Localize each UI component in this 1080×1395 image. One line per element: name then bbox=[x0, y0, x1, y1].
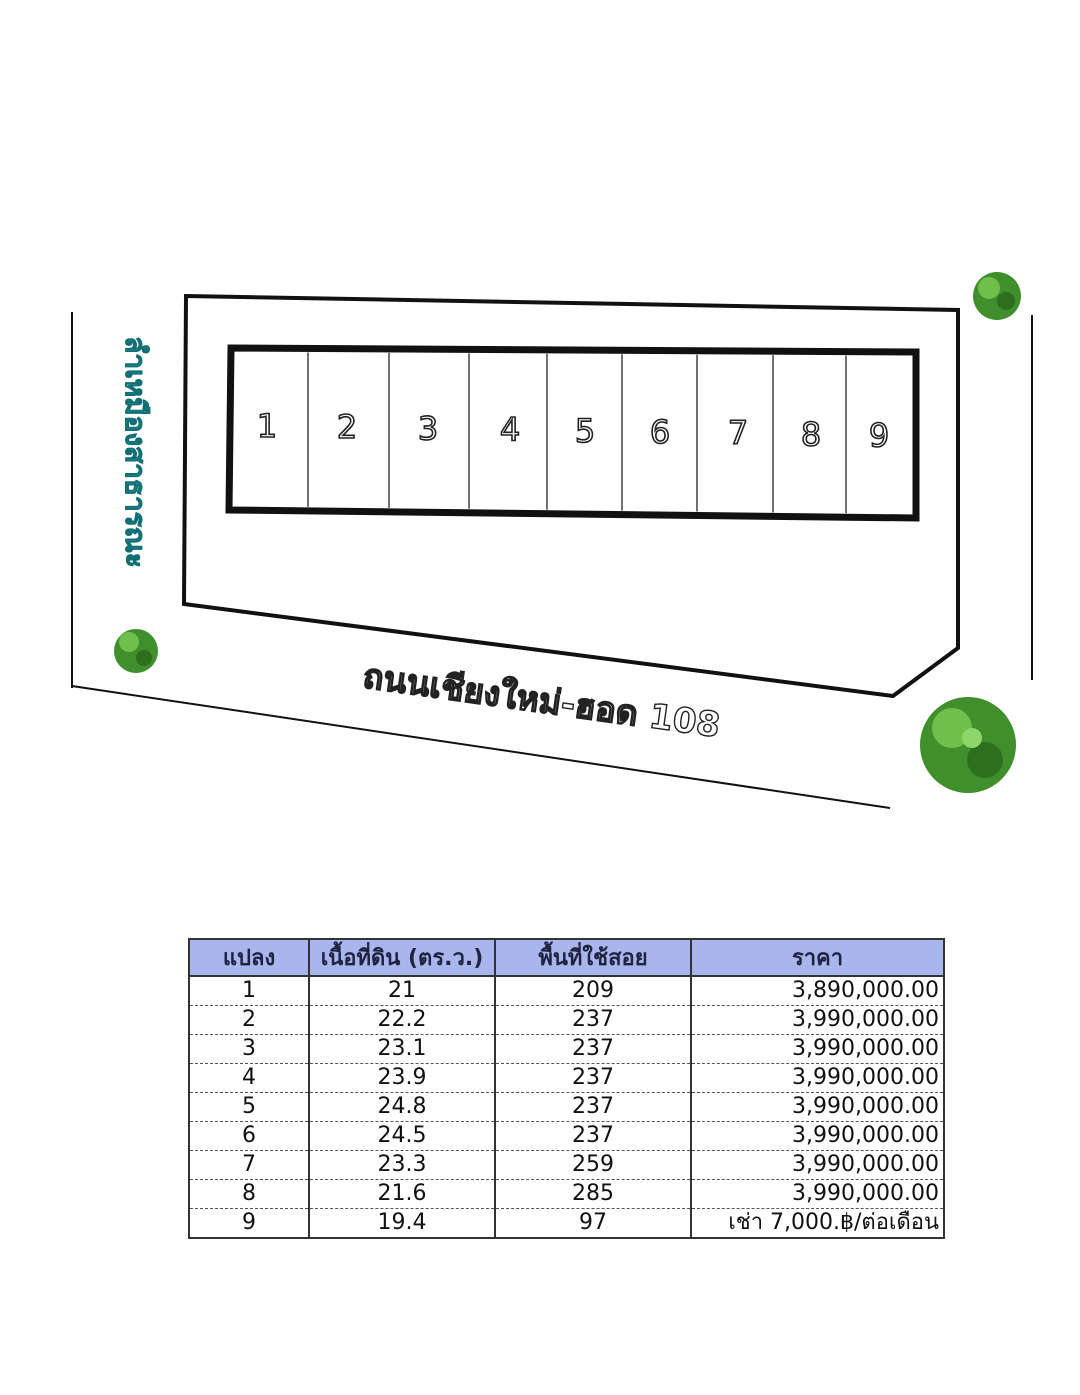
cell-usable-area: 285 bbox=[495, 1180, 691, 1209]
cell-lot: 8 bbox=[189, 1180, 309, 1209]
cell-price: 3,990,000.00 bbox=[691, 1180, 944, 1209]
header-land-area: เนื้อที่ดิน (ตร.ว.) bbox=[309, 939, 495, 976]
cell-usable-area: 237 bbox=[495, 1006, 691, 1035]
cell-price: 3,990,000.00 bbox=[691, 1151, 944, 1180]
table-row bbox=[189, 1064, 944, 1093]
cell-usable-area: 237 bbox=[495, 1093, 691, 1122]
table-row bbox=[189, 1151, 944, 1180]
cell-price: เช่า 7,000.฿/ต่อเดือน bbox=[691, 1209, 944, 1239]
cell-lot: 7 bbox=[189, 1151, 309, 1180]
cell-price: 3,990,000.00 bbox=[691, 1035, 944, 1064]
cell-lot: 1 bbox=[189, 976, 309, 1006]
table-row bbox=[189, 1035, 944, 1064]
unit-number-6: 6 bbox=[649, 413, 671, 451]
table-row bbox=[189, 1209, 944, 1239]
table-row bbox=[189, 1122, 944, 1151]
cell-land-area: 21 bbox=[309, 976, 495, 1006]
shrub-icon bbox=[114, 629, 158, 673]
header-price: ราคา bbox=[691, 939, 944, 976]
cell-land-area: 19.4 bbox=[309, 1209, 495, 1239]
unit-number-9: 9 bbox=[868, 416, 890, 455]
table-row bbox=[189, 1093, 944, 1122]
unit-number-2: 2 bbox=[336, 408, 358, 447]
cell-price: 3,990,000.00 bbox=[691, 1064, 944, 1093]
cell-land-area: 24.8 bbox=[309, 1093, 495, 1122]
unit-number-1: 1 bbox=[256, 407, 278, 445]
cell-land-area: 23.9 bbox=[309, 1064, 495, 1093]
cell-lot: 6 bbox=[189, 1122, 309, 1151]
lot-price-table bbox=[188, 938, 945, 1239]
unit-number-7: 7 bbox=[727, 414, 749, 453]
cell-price: 3,990,000.00 bbox=[691, 1006, 944, 1035]
table-row bbox=[189, 1180, 944, 1209]
cell-land-area: 21.6 bbox=[309, 1180, 495, 1209]
cell-lot: 3 bbox=[189, 1035, 309, 1064]
header-usable-area: พื้นที่ใช้สอย bbox=[495, 939, 691, 976]
cell-land-area: 23.1 bbox=[309, 1035, 495, 1064]
cell-usable-area: 237 bbox=[495, 1122, 691, 1151]
cell-usable-area: 259 bbox=[495, 1151, 691, 1180]
cell-usable-area: 209 bbox=[495, 976, 691, 1006]
header-lot: แปลง bbox=[189, 939, 309, 976]
cell-land-area: 22.2 bbox=[309, 1006, 495, 1035]
cell-land-area: 24.5 bbox=[309, 1122, 495, 1151]
cell-usable-area: 237 bbox=[495, 1064, 691, 1093]
table-header-row bbox=[189, 939, 944, 976]
cell-land-area: 23.3 bbox=[309, 1151, 495, 1180]
cell-lot: 5 bbox=[189, 1093, 309, 1122]
shrub-icon bbox=[973, 272, 1021, 320]
table-row bbox=[189, 976, 944, 1006]
unit-number-3: 3 bbox=[417, 409, 439, 448]
cell-lot: 2 bbox=[189, 1006, 309, 1035]
canal-label: ลำเหมืองสาธารณะ bbox=[119, 336, 152, 568]
table-row bbox=[189, 1006, 944, 1035]
unit-number-5: 5 bbox=[574, 411, 596, 450]
cell-price: 3,990,000.00 bbox=[691, 1122, 944, 1151]
road-label: ถนนเชียงใหม่-ฮอด 108 bbox=[360, 656, 723, 746]
unit-number-8: 8 bbox=[800, 415, 822, 454]
cell-usable-area: 237 bbox=[495, 1035, 691, 1064]
cell-price: 3,990,000.00 bbox=[691, 1093, 944, 1122]
unit-number-4: 4 bbox=[499, 410, 521, 449]
cell-lot: 9 bbox=[189, 1209, 309, 1239]
cell-lot: 4 bbox=[189, 1064, 309, 1093]
cell-usable-area: 97 bbox=[495, 1209, 691, 1239]
cell-price: 3,890,000.00 bbox=[691, 976, 944, 1006]
shrub-icon bbox=[920, 697, 1016, 793]
